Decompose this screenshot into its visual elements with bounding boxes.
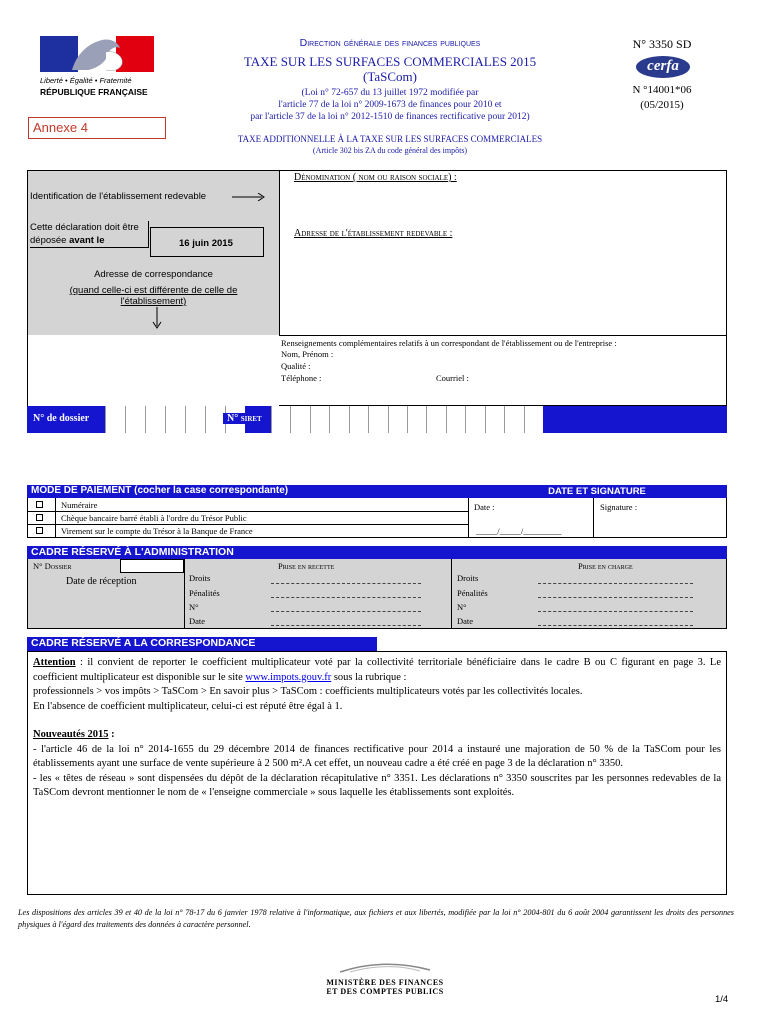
payment-title-bar bbox=[27, 485, 467, 498]
marianne-emblem-icon bbox=[36, 34, 160, 74]
form-title: TAXE SUR LES SURFACES COMMERCIALES 2015 bbox=[243, 54, 537, 69]
siret-cell[interactable] bbox=[271, 406, 290, 433]
law-line-1: (Loi n° 72-657 du 13 juillet 1972 modifiée par bbox=[301, 88, 479, 98]
recette-title: Prise en recette bbox=[278, 561, 335, 571]
impots-link[interactable]: www.impots.gouv.fr bbox=[245, 671, 332, 683]
siret-cell[interactable] bbox=[407, 406, 426, 433]
law-line-2: l'article 77 de la loi n° 2009-1673 de finances pour 2010 et bbox=[278, 100, 502, 110]
annex-label: Annexe 4 bbox=[28, 117, 166, 139]
ministry-line-2: ET DES COMPTES PUBLICS bbox=[326, 987, 444, 996]
admin-reception-label: Date de réception bbox=[66, 576, 137, 587]
attention-label: Attention bbox=[33, 657, 76, 668]
news-title: Nouveautés 2015 bbox=[33, 729, 109, 740]
payment-option-cheque: Chèque bancaire barré établi à l'ordre du Trésor Public bbox=[61, 513, 247, 523]
siret-cell[interactable] bbox=[524, 406, 543, 433]
form-number: N° 3350 SD bbox=[632, 37, 692, 51]
payment-option-transfer: Virement sur le compte du Trésor à la Banque de France bbox=[61, 526, 253, 536]
contact-top-line bbox=[279, 335, 727, 336]
charge-line-3 bbox=[538, 611, 693, 612]
news-item-1: - l'article 46 de la loi n° 2014-1655 du 29 décembre 2014 de finances rectificative pour 2014 a instauré une majoration de 50 % de la TaSCom pour les établissements ayant une surface de vente supérieure à 2 500 m².A cet effet, un nouveau cadre a été créé en page 3 de la déclaration n° 3350. bbox=[33, 743, 721, 769]
news-colon: : bbox=[108, 729, 115, 740]
payment-option-cash: Numéraire bbox=[61, 500, 98, 510]
deadline-line-1: Cette déclaration doit être bbox=[30, 222, 139, 233]
date-input[interactable]: _____/_____/_________ bbox=[476, 526, 562, 536]
admin-title-bar bbox=[27, 546, 727, 559]
dossier-cell[interactable] bbox=[145, 406, 165, 433]
siret-cell[interactable] bbox=[329, 406, 348, 433]
payment-right-divider bbox=[468, 498, 469, 537]
charge-row-date: Date bbox=[457, 616, 474, 626]
deadline-date-box bbox=[150, 227, 264, 257]
siret-cell[interactable] bbox=[465, 406, 484, 433]
payment-checkbox-cheque[interactable] bbox=[36, 514, 43, 521]
recette-row-date: Date bbox=[189, 616, 206, 626]
recette-line-1 bbox=[271, 583, 421, 584]
admin-dossier-label: N° Dossier bbox=[33, 561, 72, 571]
ministry-line-1: MINISTÈRE DES FINANCES bbox=[326, 978, 444, 987]
siret-cell[interactable] bbox=[388, 406, 407, 433]
identification-divider bbox=[279, 171, 280, 335]
correspondence-line-1: Adresse de correspondance bbox=[94, 269, 213, 280]
payment-checkbox-cash[interactable] bbox=[36, 501, 43, 508]
identification-label: Identification de l'établissement redevable bbox=[30, 191, 207, 202]
contact-phone: Téléphone : bbox=[281, 373, 322, 383]
additional-tax-title: TAXE ADDITIONNELLE À LA TAXE SUR LES SURFACES COMMERCIALES bbox=[237, 134, 543, 144]
news-title-line bbox=[33, 728, 721, 743]
dossier-cell[interactable] bbox=[185, 406, 205, 433]
charge-row-numero: N° bbox=[457, 602, 467, 612]
correspondence-title-bar bbox=[27, 637, 377, 651]
siret-cell[interactable] bbox=[485, 406, 504, 433]
attention-text-2: sous la rubrique : bbox=[331, 671, 407, 683]
article-ref: (Article 302 bis ZA du code général des impôts) bbox=[312, 146, 468, 155]
siret-cell[interactable] bbox=[290, 406, 309, 433]
payment-box bbox=[27, 498, 727, 538]
contact-name: Nom, Prénom : bbox=[281, 349, 334, 359]
date-sig-title-bar bbox=[467, 485, 727, 498]
charge-title: Prise en charge bbox=[578, 561, 633, 571]
deadline-date: 16 juin 2015 bbox=[179, 238, 233, 249]
charge-line-1 bbox=[538, 583, 693, 584]
siret-cell[interactable] bbox=[310, 406, 329, 433]
attention-line-2: professionnels > vos impôts > TaSCom > En savoir plus > TaSCom : coefficients multiplicateurs votés par les collectivités locales. bbox=[33, 686, 583, 697]
correspondence-content bbox=[28, 652, 726, 801]
arrow-down-icon bbox=[152, 307, 162, 329]
cerfa-number: N °14001*06 bbox=[632, 84, 692, 96]
admin-dossier-input[interactable] bbox=[120, 559, 184, 573]
page-number: 1/4 bbox=[715, 994, 729, 1005]
dossier-cell[interactable] bbox=[205, 406, 225, 433]
address-label: Adresse de l'établissement redevable : bbox=[294, 228, 453, 239]
form-subtitle: (TaSCom) bbox=[363, 69, 417, 84]
recette-line-2 bbox=[271, 597, 421, 598]
cerfa-logo-text: cerfa bbox=[647, 58, 679, 74]
recette-row-droits: Droits bbox=[189, 573, 211, 583]
news-item-2: - les « têtes de réseau » sont dispensées du dépôt de la déclaration récapitulative n° 3351. Les déclarations n° 3350 souscrites par les personnes redevables de la TaSCom devront mentionner le nom de « l'enseigne commerciale » sous laquelle les établissements sont exploités. bbox=[33, 772, 721, 798]
identification-block bbox=[27, 170, 727, 406]
logo-republic: RÉPUBLIQUE FRANÇAISE bbox=[40, 87, 148, 97]
recette-line-4 bbox=[271, 625, 421, 626]
recette-line-3 bbox=[271, 611, 421, 612]
deadline-bold: avant le bbox=[69, 235, 105, 246]
payment-title: MODE DE PAIEMENT (cocher la case correspondante) bbox=[31, 485, 289, 496]
dossier-label: N° de dossier bbox=[33, 413, 90, 424]
deadline-connector bbox=[148, 221, 149, 248]
dossier-cell[interactable] bbox=[165, 406, 185, 433]
attention-text-1: : il convient de reporter le coefficient multiplicateur voté par la collectivité territoriale bénéficiaire dans le cadre B ou C figurant en page 3. Le coefficient multiplicateur est disponible sur le site bbox=[33, 657, 721, 683]
correspondence-line-2: (quand celle-ci est différente de celle de bbox=[69, 285, 238, 296]
date-label: Date : bbox=[474, 502, 495, 512]
cerfa-date: (05/2015) bbox=[640, 99, 684, 111]
signature-label: Signature : bbox=[600, 502, 638, 512]
arrow-right-icon bbox=[232, 193, 266, 201]
correspondence-line-3: l'établissement) bbox=[120, 296, 187, 307]
law-line-3: par l'article 37 de la loi n° 2012-1510 de finances rectificative pour 2012) bbox=[250, 112, 530, 122]
payment-checkbox-transfer[interactable] bbox=[36, 527, 43, 534]
attention-line-3: En l'absence de coefficient multiplicateur, celui-ci est réputé être égal à 1. bbox=[33, 700, 343, 712]
marianne-logo bbox=[36, 34, 160, 104]
contact-quality: Qualité : bbox=[281, 361, 311, 371]
deadline-pre: déposée bbox=[30, 235, 70, 246]
dossier-cell[interactable] bbox=[105, 406, 125, 433]
cerfa-logo bbox=[636, 56, 690, 78]
siret-cell[interactable] bbox=[368, 406, 387, 433]
denomination-label: Dénomination ( nom ou raison sociale) : bbox=[294, 172, 457, 183]
contact-intro: Renseignements complémentaires relatifs à un correspondant de l'établissement ou de l'entreprise : bbox=[281, 338, 617, 348]
identification-left-lower bbox=[28, 335, 279, 406]
correspondence-title: CADRE RÉSERVÉ A LA CORRESPONDANCE bbox=[31, 637, 256, 649]
deadline-line-2 bbox=[30, 235, 104, 246]
recette-row-numero: N° bbox=[189, 602, 199, 612]
direction-title: Direction générale des finances publiques bbox=[299, 37, 481, 49]
payment-row-line-2 bbox=[28, 524, 468, 525]
ministry-swoosh-icon bbox=[300, 960, 470, 974]
charge-line-4 bbox=[538, 625, 693, 626]
charge-row-penalites: Pénalités bbox=[457, 588, 488, 598]
ministry-logo bbox=[300, 960, 470, 1004]
contact-email: Courriel : bbox=[436, 373, 469, 383]
admin-col-divider-1 bbox=[184, 559, 185, 628]
siret-label: N° siret bbox=[223, 413, 266, 424]
logo-motto: Liberté • Égalité • Fraternité bbox=[40, 76, 132, 85]
dossier-cell[interactable] bbox=[125, 406, 145, 433]
correspondence-box bbox=[27, 651, 727, 895]
siret-cell[interactable] bbox=[446, 406, 465, 433]
numbers-bar bbox=[27, 406, 727, 433]
attention-paragraph bbox=[33, 656, 721, 685]
admin-box bbox=[27, 559, 727, 629]
deadline-underline bbox=[30, 247, 148, 248]
date-sig-divider bbox=[593, 498, 594, 537]
date-sig-title: DATE ET SIGNATURE bbox=[548, 486, 646, 497]
charge-row-droits: Droits bbox=[457, 573, 479, 583]
payment-row-line-1 bbox=[28, 511, 468, 512]
legal-notice: Les dispositions des articles 39 et 40 de la loi n° 78-17 du 6 janvier 1978 relative à l'informatique, aux fichiers et aux libertés, modifiée par la loi n° 2004-801 du 6 août 2004 garantissent les droits des personnes physiques à l'égard des traitements des données à caractère personnel. bbox=[18, 908, 734, 929]
charge-line-2 bbox=[538, 597, 693, 598]
siret-cell[interactable] bbox=[504, 406, 523, 433]
siret-cell[interactable] bbox=[426, 406, 445, 433]
admin-col-divider-2 bbox=[451, 559, 452, 628]
recette-row-penalites: Pénalités bbox=[189, 588, 220, 598]
siret-cells[interactable] bbox=[271, 406, 543, 433]
siret-cell[interactable] bbox=[349, 406, 368, 433]
admin-title: CADRE RÉSERVÉ À L'ADMINISTRATION bbox=[31, 546, 234, 558]
